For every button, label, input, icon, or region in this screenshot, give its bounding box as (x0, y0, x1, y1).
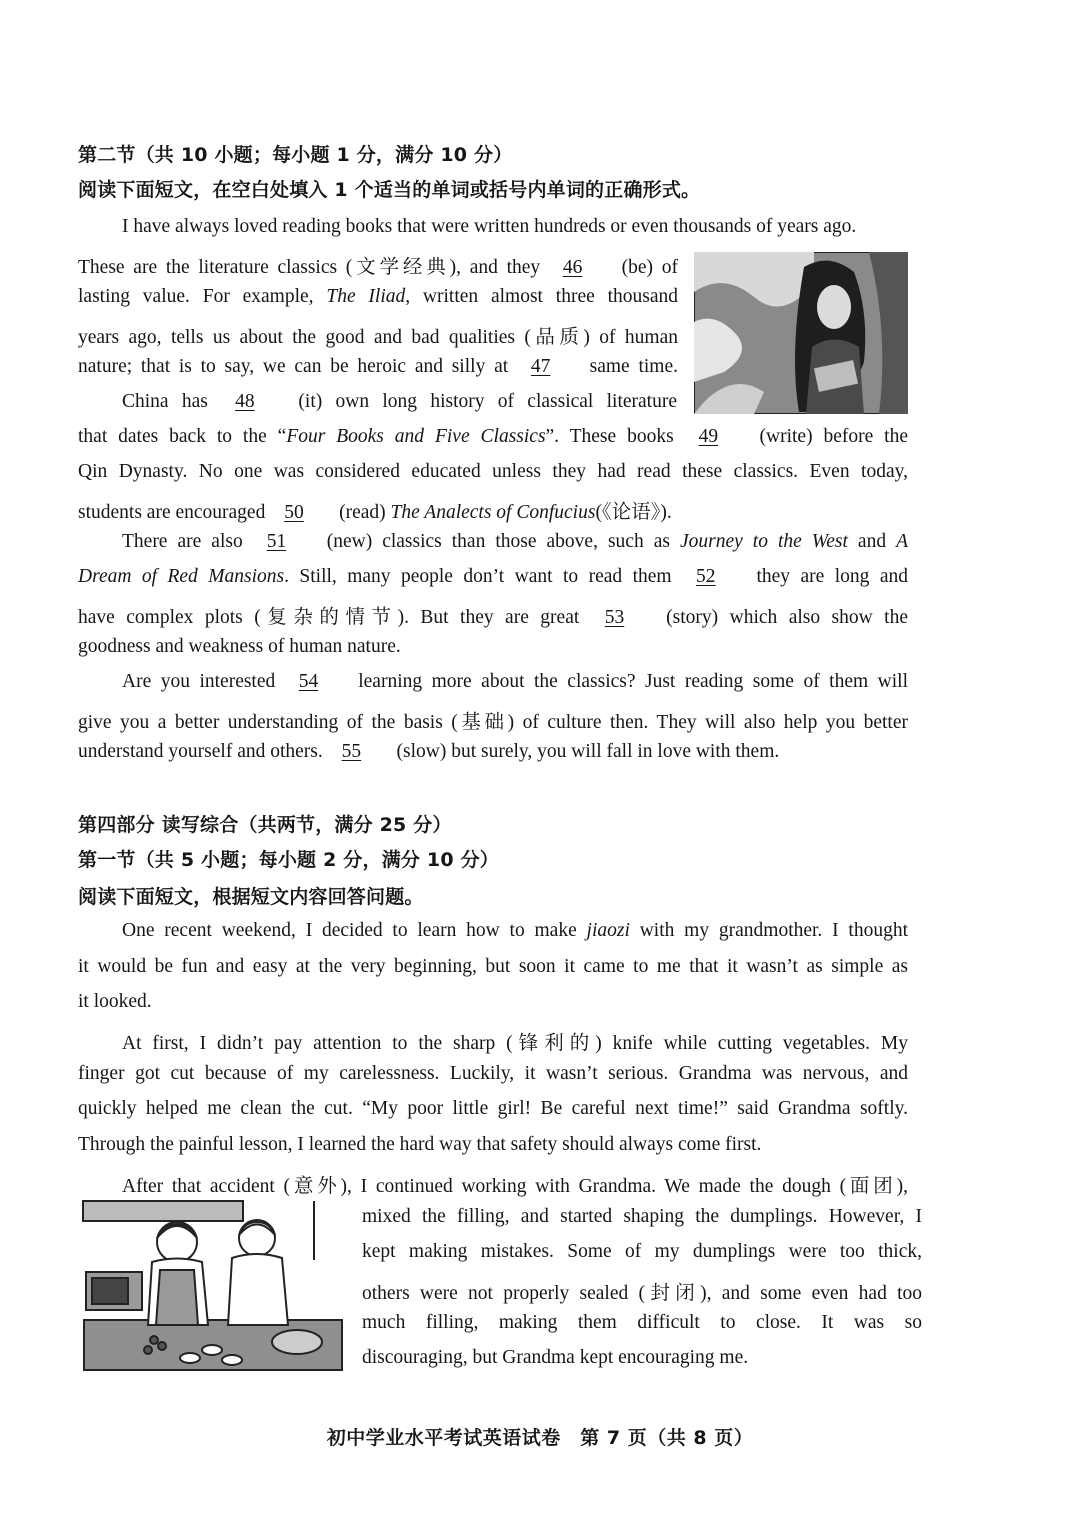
blank-47[interactable]: 47 (530, 356, 551, 377)
text-line: Qin Dynasty. No one was considered educated unless they had read these classics. Even today, (78, 461, 908, 482)
text-line: I have always loved reading books that were written hundreds or even thousands of years ago. (122, 216, 857, 237)
kitchen-cartoon-illustration (82, 1200, 344, 1372)
text-line: have complex plots (复杂的情节). But they are great 53 (story) which also show the (78, 607, 908, 628)
text-line: kept making mistakes. Some of my dumplings were too thick, (362, 1241, 922, 1262)
text-line: There are also 51 (new) classics than those above, such as Journey to the West and A (122, 531, 908, 552)
text-line: nature; that is to say, we can be heroic and silly at 47 same time. (78, 356, 678, 377)
blank-53[interactable]: 53 (604, 607, 625, 628)
text-line: These are the literature classics (文学经典), and they 46 (be) of (78, 257, 678, 278)
page-footer: 初中学业水平考试英语试卷 第 7 页（共 8 页） (326, 1427, 754, 1449)
text-line: mixed the filling, and started shaping the dumplings. However, I (362, 1206, 922, 1227)
text-line: Through the painful lesson, I learned the hard way that safety should always come first. (78, 1134, 762, 1155)
text-line: students are encouraged 50 (read) The Analects of Confucius(《论语》). (78, 502, 672, 523)
text-line: At first, I didn’t pay attention to the sharp (锋利的) knife while cutting vegetables. My (122, 1033, 908, 1054)
blank-46[interactable]: 46 (562, 257, 583, 278)
blank-48[interactable]: 48 (235, 391, 255, 412)
part4-heading: 第四部分 读写综合（共两节，满分 25 分） (78, 814, 452, 836)
text-line: that dates back to the “Four Books and Five Classics”. These books 49 (write) before the (78, 426, 908, 447)
blank-49[interactable]: 49 (698, 426, 719, 447)
text-line: it looked. (78, 991, 152, 1012)
text-line: lasting value. For example, The Iliad, written almost three thousand (78, 286, 678, 307)
section2-heading: 第二节（共 10 小题；每小题 1 分，满分 10 分） (78, 144, 513, 166)
text-line: Are you interested 54 learning more about the classics? Just reading some of them will (122, 671, 908, 692)
text-line: quickly helped me clean the cut. “My poor little girl! Be careful next time!” said Grandma softly. (78, 1098, 908, 1119)
part4-instruction: 阅读下面短文，根据短文内容回答问题。 (78, 886, 424, 908)
text-line: goodness and weakness of human nature. (78, 636, 401, 657)
text-line: it would be fun and easy at the very beginning, but soon it came to me that it wasn’t as simple as (78, 956, 908, 977)
section2-instruction: 阅读下面短文，在空白处填入 1 个适当的单词或括号内单词的正确形式。 (78, 179, 701, 201)
text-line: China has 48 (it) own long history of classical literature (122, 391, 677, 412)
text-line: years ago, tells us about the good and bad qualities (品质) of human (78, 327, 678, 348)
girl-reading-illustration (694, 252, 908, 414)
part4-section1-heading: 第一节（共 5 小题；每小题 2 分，满分 10 分） (78, 849, 499, 871)
blank-50[interactable]: 50 (284, 502, 304, 523)
blank-52[interactable]: 52 (696, 566, 716, 587)
blank-51[interactable]: 51 (266, 531, 287, 552)
text-line: finger got cut because of my carelessness. Luckily, it wasn’t serious. Grandma was nervous, and (78, 1063, 908, 1084)
blank-54[interactable]: 54 (298, 671, 319, 692)
text-line: much filling, making them difficult to close. It was so (362, 1312, 922, 1333)
text-line: After that accident (意外), I continued working with Grandma. We made the dough (面团), (122, 1176, 908, 1197)
text-line: give you a better understanding of the basis (基础) of culture then. They will also help you better (78, 712, 908, 733)
text-line: understand yourself and others. 55 (slow) but surely, you will fall in love with them. (78, 741, 780, 762)
text-line: others were not properly sealed (封闭), and some even had too (362, 1283, 922, 1304)
text-line: One recent weekend, I decided to learn how to make jiaozi with my grandmother. I thought (122, 920, 908, 941)
blank-55[interactable]: 55 (341, 741, 362, 762)
text-line: Dream of Red Mansions. Still, many people don’t want to read them 52 they are long and (78, 566, 908, 587)
text-line: discouraging, but Grandma kept encouraging me. (362, 1347, 749, 1368)
